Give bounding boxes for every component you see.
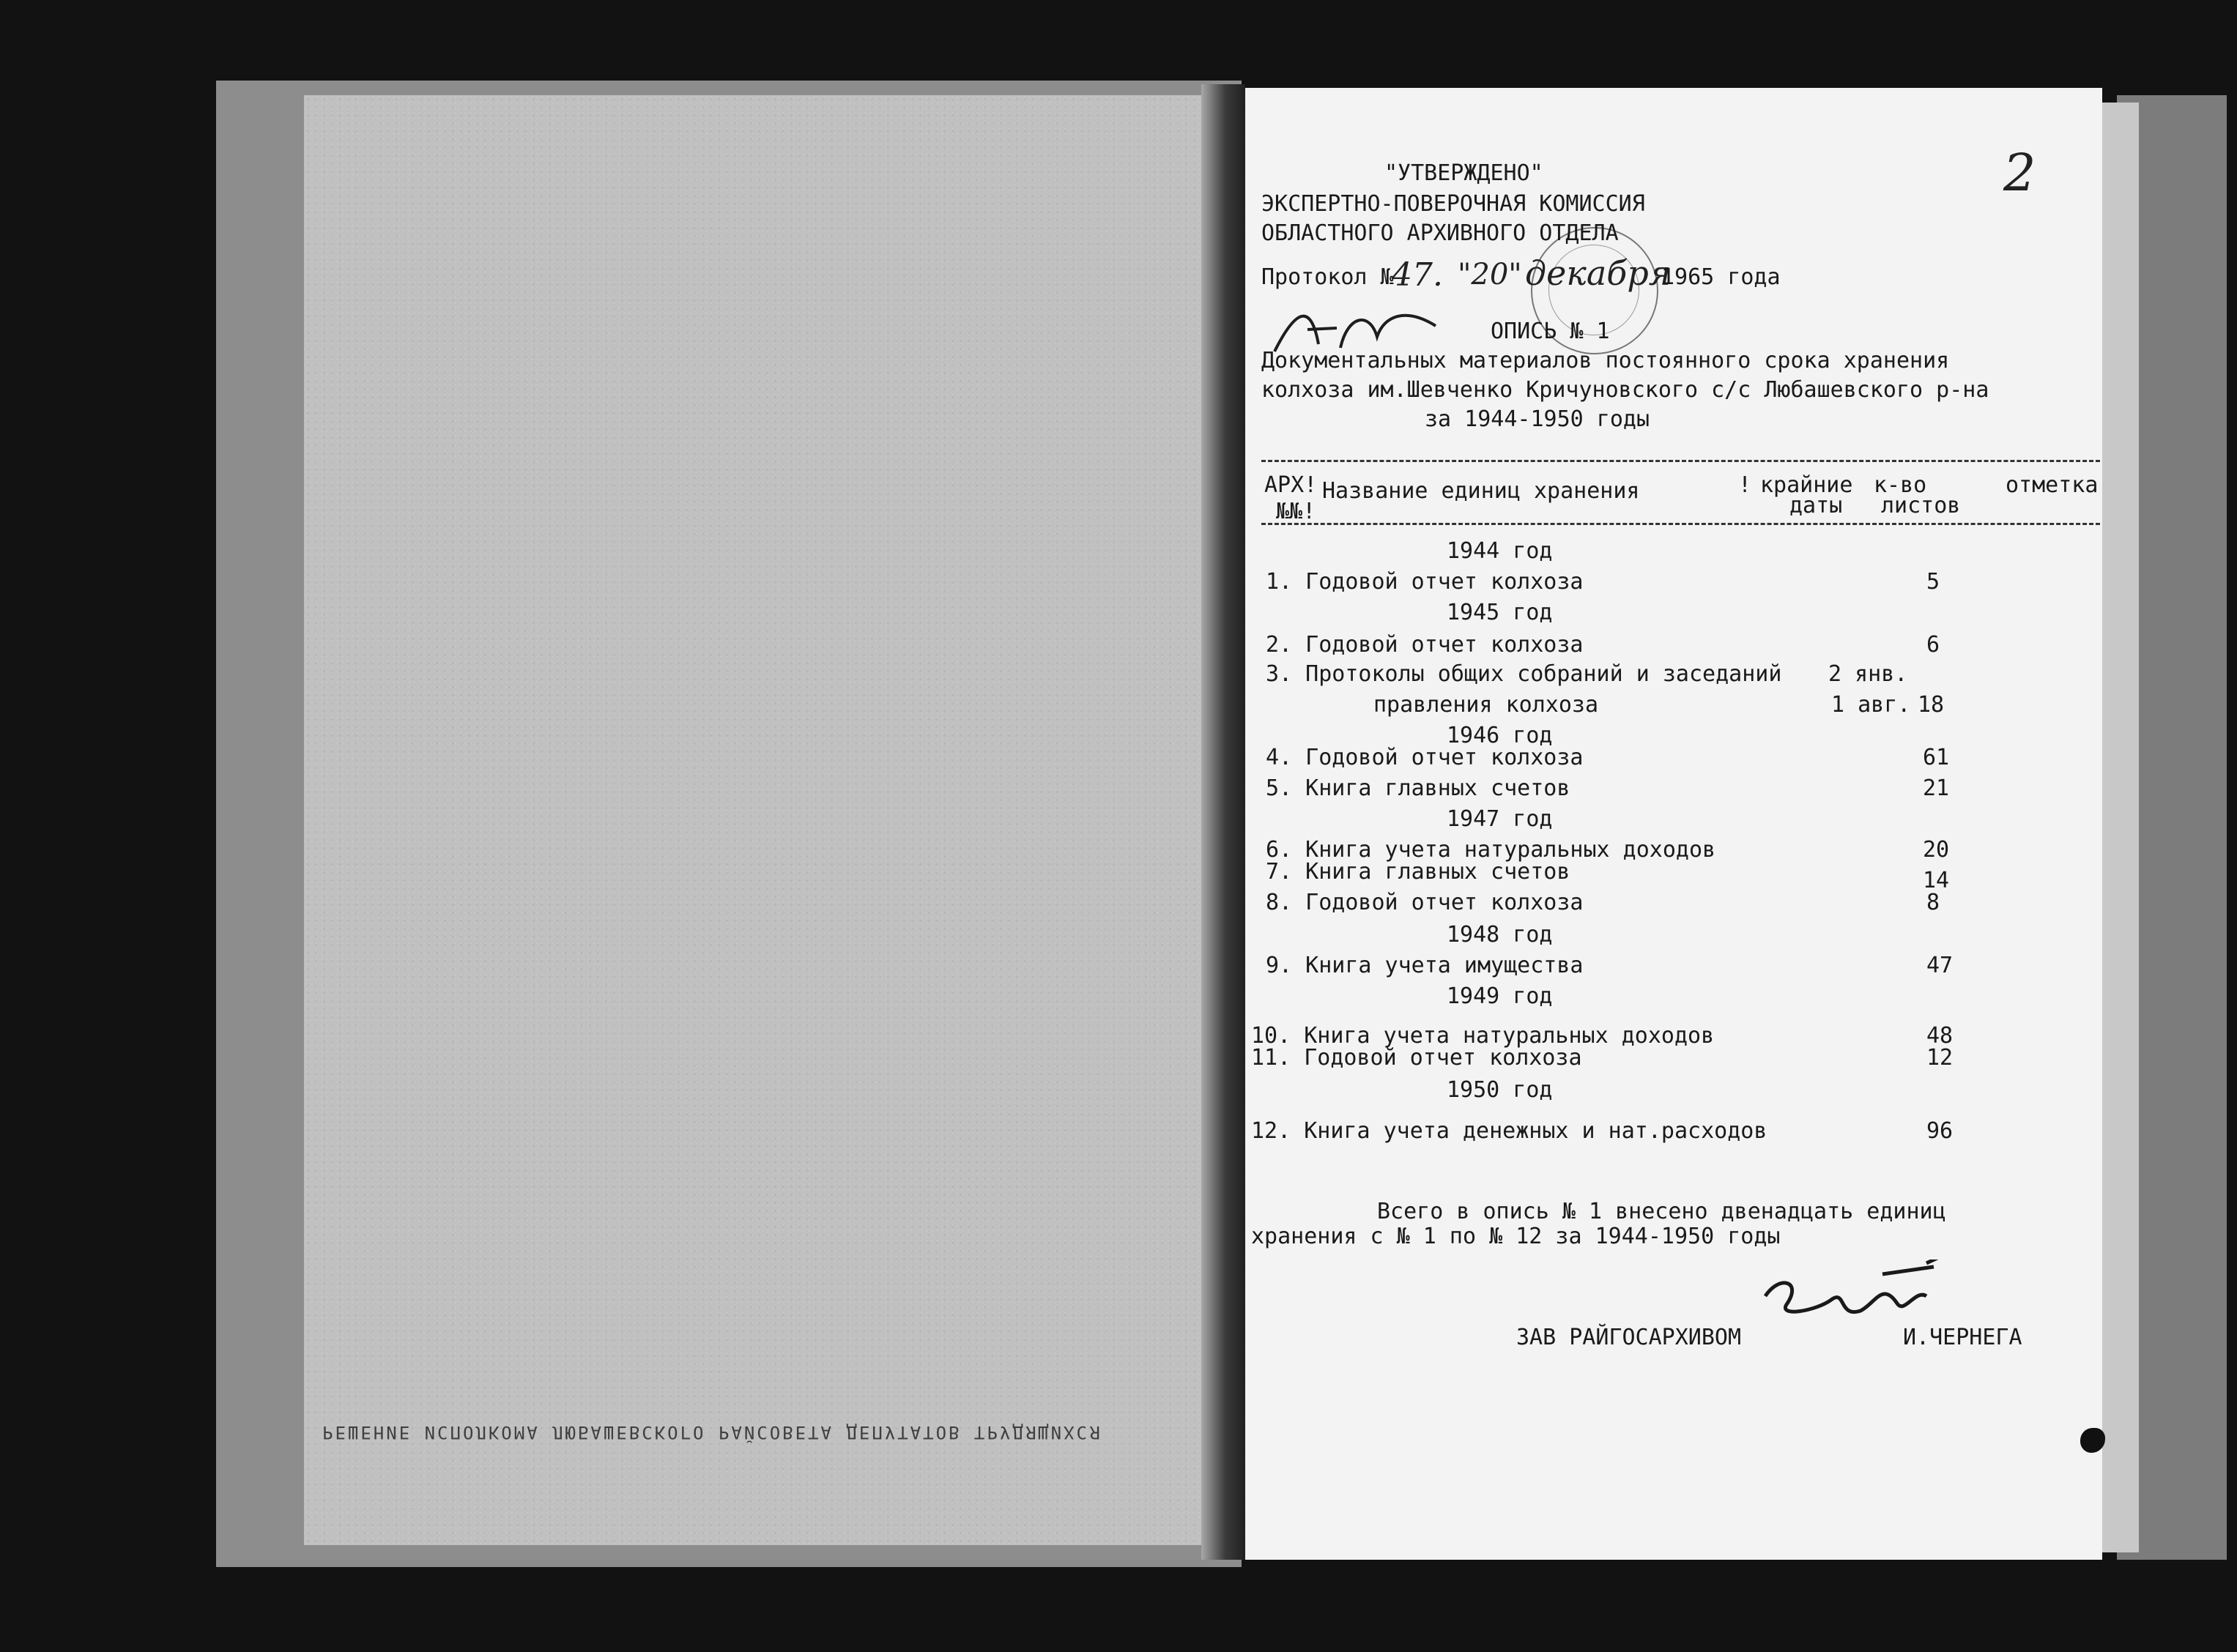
entry-6-sheets: 20: [1923, 837, 1950, 863]
entry-1: 1. Годовой отчет колхоза: [1266, 569, 1584, 595]
title-line-2: колхоза им.Шевченко Кричуновского с/с Любашевского р-на: [1261, 377, 1989, 403]
entry-11-sheets: 12: [1926, 1045, 1954, 1071]
year-heading: 1950 год: [1447, 1077, 1553, 1103]
year-heading: 1949 год: [1447, 983, 1553, 1009]
total-line-2: хранения с № 1 по № 12 за 1944-1950 годы: [1251, 1224, 1781, 1249]
entry-6: 6. Книга учета натуральных доходов: [1266, 837, 1716, 863]
entry-3-date-end: 1 авг.: [1831, 692, 1911, 718]
page-edge-strip: [2102, 103, 2139, 1552]
entry-9-sheets: 47: [1926, 953, 1954, 978]
col-dates: крайние: [1760, 472, 1853, 498]
entry-3-cont: правления колхоза: [1373, 692, 1599, 718]
signatory-role: ЗАВ РАЙГОСАРХИВОМ: [1516, 1325, 1742, 1350]
signatory-name: И.ЧЕРНЕГА: [1903, 1325, 2022, 1350]
entry-9: 9. Книга учета имущества: [1266, 953, 1584, 978]
entry-7-sheets: 14: [1923, 868, 1950, 893]
year-heading: 1945 год: [1447, 600, 1553, 625]
year-heading: 1947 год: [1447, 806, 1553, 832]
entry-2: 2. Годовой отчет колхоза: [1266, 632, 1584, 658]
entry-12-sheets: 96: [1926, 1118, 1954, 1144]
entry-10-sheets: 48: [1926, 1023, 1954, 1049]
entry-11: 11. Годовой отчет колхоза: [1251, 1045, 1582, 1071]
bleed-through-text: РЕШЕНИЕ ИСПОЛКОМА ЛЮБАШЕВСКОГО РАЙСОВЕТА ДЕПУТАТОВ ТРУДЯЩИХСЯ: [322, 1422, 1102, 1443]
entry-5: 5. Книга главных счетов: [1266, 775, 1570, 801]
entry-2-sheets: 6: [1926, 632, 1940, 658]
entry-8-sheets: 8: [1926, 890, 1940, 915]
protocol-month-handwritten: декабря: [1525, 253, 1672, 293]
entry-8: 8. Годовой отчет колхоза: [1266, 890, 1584, 915]
department-text: ОБЛАСТНОГО АРХИВНОГО ОТДЕЛА: [1261, 220, 1619, 246]
entry-10: 10. Книга учета натуральных доходов: [1251, 1023, 1715, 1049]
entry-4: 4. Годовой отчет колхоза: [1266, 745, 1584, 770]
entry-5-sheets: 21: [1923, 775, 1950, 801]
entry-3-sheets: 18: [1918, 692, 1945, 718]
commission-text: ЭКСПЕРТНО-ПОВЕРОЧНАЯ КОМИССИЯ: [1261, 191, 1645, 217]
table-rule-bottom: [1261, 523, 2100, 525]
entry-7: 7. Книга главных счетов: [1266, 859, 1570, 885]
year-heading: 1946 год: [1447, 723, 1553, 748]
book-gutter: [1201, 84, 1245, 1560]
year-heading: 1948 год: [1447, 922, 1553, 948]
total-line-1: Всего в опись № 1 внесено двенадцать единиц: [1377, 1199, 1946, 1224]
protocol-prefix: Протокол №: [1261, 264, 1394, 290]
protocol-number-handwritten: 47.: [1392, 256, 1443, 294]
col-sheets: к-во: [1874, 472, 1927, 498]
entry-3: 3. Протоколы общих собраний и заседаний: [1266, 661, 1782, 687]
left-page: [304, 95, 1234, 1545]
approved-text: "УТВЕРЖДЕНО": [1384, 160, 1543, 186]
col-sheets-2: листов: [1881, 493, 1961, 518]
title-line-3: за 1944-1950 годы: [1425, 406, 1650, 432]
title-line-1: Документальных материалов постоянного срока хранения: [1261, 348, 1950, 373]
page-number-handwritten: 2: [2003, 143, 2036, 203]
entry-3-date-start: 2 янв.: [1828, 661, 1908, 687]
entry-4-sheets: 61: [1923, 745, 1950, 770]
protocol-day-handwritten: "20": [1458, 258, 1522, 291]
entry-12: 12. Книга учета денежных и нат.расходов: [1251, 1118, 1767, 1144]
protocol-year: 1965 года: [1661, 264, 1781, 290]
col-note: отметка: [2006, 472, 2099, 498]
entry-1-sheets: 5: [1926, 569, 1940, 595]
col-name: Название единиц хранения: [1322, 478, 1640, 504]
table-rule-top: [1261, 460, 2100, 462]
col-arch: АРХ!: [1264, 472, 1318, 498]
col-separator: !: [1738, 472, 1752, 498]
opis-title: ОПИСЬ № 1: [1491, 319, 1610, 344]
col-arch-nn: №№!: [1276, 499, 1316, 524]
col-dates-2: даты: [1789, 493, 1843, 518]
year-heading: 1944 год: [1447, 538, 1553, 564]
